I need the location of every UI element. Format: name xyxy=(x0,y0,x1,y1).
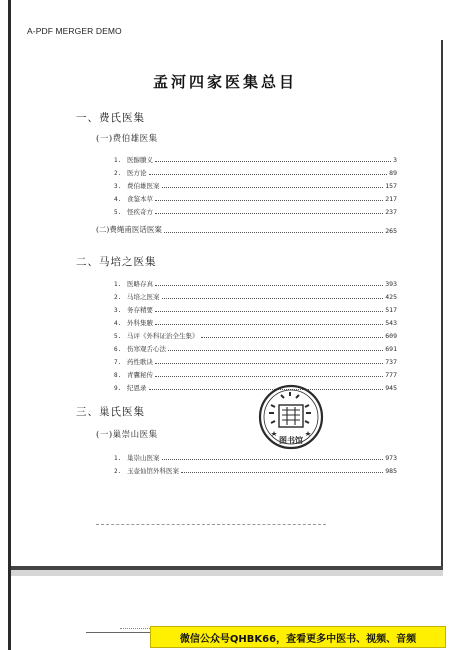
dot-leader xyxy=(155,311,383,312)
dot-leader xyxy=(164,232,383,233)
page-left-border xyxy=(8,0,11,650)
toc-entry-page: 945 xyxy=(385,384,397,392)
promo-banner: 微信公众号QHBK66，查看更多中医书、视频、音频 xyxy=(150,626,446,648)
toc-entry-page: 157 xyxy=(385,182,397,190)
toc-entry[interactable] xyxy=(114,329,397,340)
toc-entry-title: 医醇賸义 xyxy=(127,156,153,164)
dot-leader xyxy=(155,161,391,162)
dot-leader xyxy=(155,200,383,201)
toc-entry[interactable] xyxy=(114,451,397,462)
page-title: 孟河四家医集总目 xyxy=(152,73,297,91)
section-heading: 三、巢氏医集 xyxy=(76,406,145,418)
toc-entry-title: 青囊秘传 xyxy=(127,371,153,379)
toc-entry[interactable] xyxy=(114,381,397,392)
toc-entry-title: 马培之医案 xyxy=(127,293,160,301)
toc-entry-number: 3. xyxy=(114,307,122,314)
toc-entry-title: 医略存真 xyxy=(127,280,153,288)
toc-entry-number: 5. xyxy=(114,333,122,340)
toc-entry[interactable] xyxy=(114,290,397,301)
footnote-rule xyxy=(86,632,156,633)
toc-entry-number: 9. xyxy=(114,385,122,392)
toc-entry[interactable] xyxy=(114,277,397,288)
toc-entry-page: 517 xyxy=(385,306,397,314)
dot-leader xyxy=(201,337,384,338)
toc-entry-page: 89 xyxy=(389,169,397,177)
dot-leader xyxy=(149,174,388,175)
dot-leader xyxy=(155,376,383,377)
toc-entry[interactable] xyxy=(114,464,397,475)
toc-entry-title: 食鉴本草 xyxy=(127,195,153,203)
toc-entry-title: (二)费绳甫医话医案 xyxy=(96,225,162,234)
toc-entry[interactable] xyxy=(114,166,397,177)
toc-entry-number: 7. xyxy=(114,359,122,366)
toc-entry-number: 1. xyxy=(114,281,122,288)
watermark-text: A-PDF MERGER DEMO xyxy=(27,26,122,36)
toc-entry[interactable] xyxy=(114,368,397,379)
toc-entry-page: 777 xyxy=(385,371,397,379)
toc-entry-page: 543 xyxy=(385,319,397,327)
toc-entry-title: 玉壶仙馆外科医案 xyxy=(127,467,179,475)
dot-leader xyxy=(162,459,384,460)
toc-entry-title: 外科集腋 xyxy=(127,319,153,327)
toc-entry-page: 425 xyxy=(385,293,397,301)
toc-entry-title: 马评《外科证治全生集》 xyxy=(127,332,199,340)
toc-entry[interactable] xyxy=(114,205,397,216)
seal-text: 图书馆 xyxy=(279,435,303,445)
toc-entry-number: 4. xyxy=(114,320,122,327)
section-heading: 一、费氏医集 xyxy=(76,112,145,124)
dot-leader xyxy=(155,363,383,364)
toc-entry-number: 8. xyxy=(114,372,122,379)
scan-artifact-line xyxy=(96,524,326,525)
toc-entry-title: 药性歌诀 xyxy=(127,358,153,366)
dot-leader xyxy=(162,298,384,299)
toc-entry-title: 费伯雄医案 xyxy=(127,182,160,190)
page-right-border xyxy=(441,40,443,570)
toc-entry-page: 737 xyxy=(385,358,397,366)
toc-subsection-entry[interactable] xyxy=(96,224,397,235)
toc-entry-page: 985 xyxy=(385,467,397,475)
toc-entry-number: 1. xyxy=(114,455,122,462)
toc-entry-title: 纪恩录 xyxy=(127,384,147,392)
toc-entry[interactable] xyxy=(114,192,397,203)
toc-entry-title: 务存精要 xyxy=(127,306,153,314)
toc-entry-number: 6. xyxy=(114,346,122,353)
toc-entry-title: 巢崇山医案 xyxy=(127,454,160,462)
toc-entry-page: 393 xyxy=(385,280,397,288)
toc-entry-page: 691 xyxy=(385,345,397,353)
subsection-heading: (一)费伯雄医集 xyxy=(96,134,158,144)
dot-leader xyxy=(162,187,384,188)
dot-leader xyxy=(181,472,383,473)
toc-entry-number: 2. xyxy=(114,294,122,301)
section-heading: 二、马培之医集 xyxy=(76,256,157,268)
toc-entry-page: 973 xyxy=(385,454,397,462)
toc-entry-title: 怪疾奇方 xyxy=(127,208,153,216)
toc-entry-number: 3. xyxy=(114,183,122,190)
library-seal-stamp xyxy=(257,383,325,451)
toc-entry-page: 237 xyxy=(385,208,397,216)
toc-entry-number: 1. xyxy=(114,157,122,164)
toc-entry[interactable] xyxy=(114,355,397,366)
toc-entry[interactable] xyxy=(114,342,397,353)
toc-entry[interactable] xyxy=(114,303,397,314)
toc-entry[interactable] xyxy=(114,179,397,190)
toc-entry-title: 医方论 xyxy=(127,169,147,177)
toc-entry-page: 265 xyxy=(385,227,397,235)
dot-leader xyxy=(155,285,383,286)
toc-entry-number: 2. xyxy=(114,468,122,475)
toc-entry-page: 609 xyxy=(385,332,397,340)
toc-entry-page: 3 xyxy=(393,156,397,164)
toc-entry-number: 4. xyxy=(114,196,122,203)
toc-entry-page: 217 xyxy=(385,195,397,203)
dot-leader xyxy=(155,324,383,325)
toc-entry[interactable] xyxy=(114,153,397,164)
subsection-heading: (一)巢崇山医集 xyxy=(96,430,158,440)
dot-leader xyxy=(155,213,383,214)
dot-leader xyxy=(168,350,383,351)
scan-artifact-dots xyxy=(120,628,150,629)
toc-entry[interactable] xyxy=(114,316,397,327)
toc-entry-number: 5. xyxy=(114,209,122,216)
toc-entry-title: 伤寒观舌心法 xyxy=(127,345,166,353)
toc-entry-number: 2. xyxy=(114,170,122,177)
